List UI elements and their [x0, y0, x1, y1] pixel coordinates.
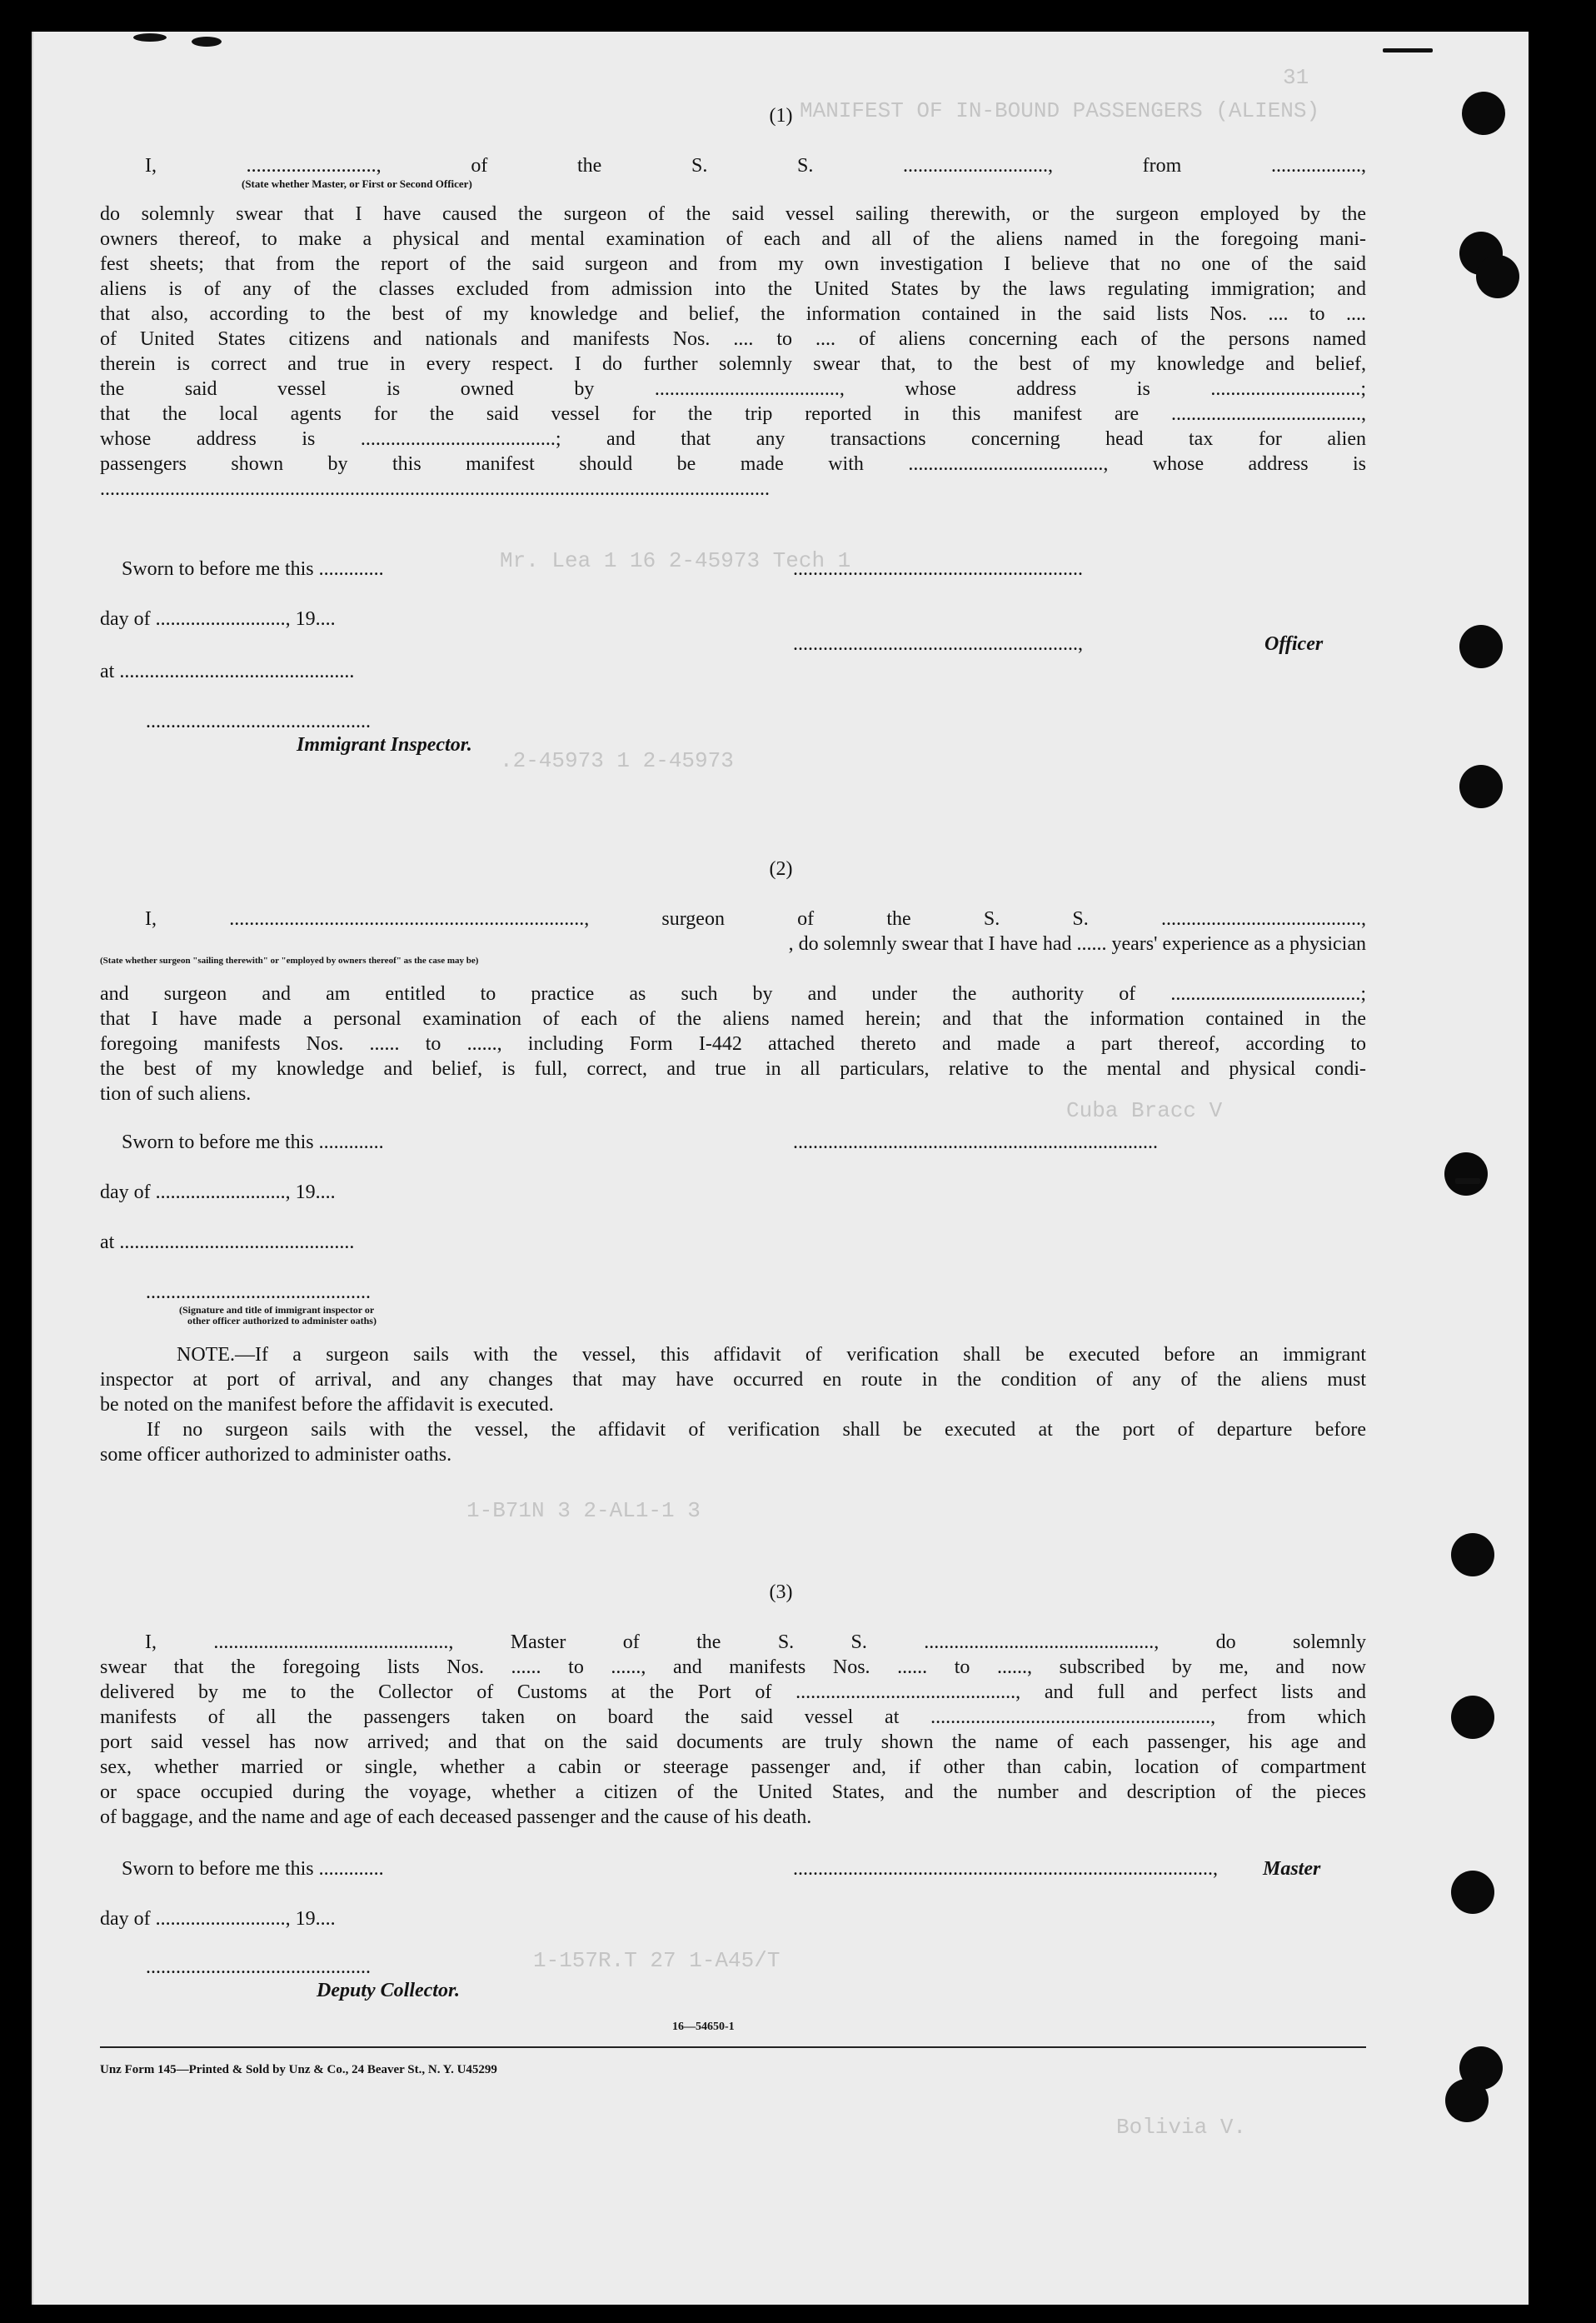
note-paragraph — [100, 1342, 1366, 1467]
paragraph-line: that I have made a personal examination of each of the aliens named herein; and that the information contained in the — [100, 1008, 1366, 1030]
inspector-dots: ............................................. — [146, 711, 371, 732]
deputy-collector-label: Deputy Collector. — [317, 1980, 460, 2001]
punch-hole — [1451, 1696, 1494, 1739]
scan-mark — [1383, 48, 1433, 52]
paragraph-line: manifests of all the passengers taken on board the said vessel at ........................................................, from which — [100, 1706, 1366, 1728]
section-2-paragraph — [100, 982, 1366, 1107]
signature-title-note — [179, 1305, 377, 1326]
paragraph-line: the said vessel is owned by ....................................., whose address is ..............................; — [100, 378, 1366, 400]
printer-line: Unz Form 145—Printed & Sold by Unz & Co., 24 Beaver St., N. Y. U45299 — [100, 2063, 497, 2076]
master-signature-dots: ...................................................................................., — [793, 1858, 1218, 1880]
paragraph-line: aliens is of any of the classes excluded from admission into the United States by the laws regulating immigration; and — [100, 278, 1366, 300]
bleed-through-text: 1-157R.T 27 1-A45/T — [533, 1948, 781, 1973]
form-number: 16—54650-1 — [672, 2021, 735, 2033]
note-line: other officer authorized to administer oaths) — [187, 1315, 377, 1326]
paragraph-line: that also, according to the best of my knowledge and belief, the information contained in the said lists Nos. .... to .... — [100, 303, 1366, 325]
paragraph-line: swear that the foregoing lists Nos. ...... to ......, and manifests Nos. ...... to ......, subscribed by me, and now — [100, 1656, 1366, 1678]
paragraph-line: ...................................................................................................................................... — [100, 478, 770, 500]
day-line: day of .........................., 19.... — [100, 608, 336, 630]
punch-hole — [1451, 1533, 1494, 1576]
bleed-through-text: Mr. Lea 1 16 2-45973 Tech 1 — [500, 548, 851, 573]
paragraph-line: the best of my knowledge and belief, is full, correct, and true in all particulars, relative to the mental and physical condi- — [100, 1058, 1366, 1080]
paragraph-line: of United States citizens and nationals and manifests Nos. .... to .... of aliens concerning each of the persons named — [100, 328, 1366, 350]
paragraph-line: and surgeon and am entitled to practice as such by and under the authority of ......................................; — [100, 983, 1366, 1005]
inspector-dots: ............................................. — [146, 1281, 371, 1303]
paragraph-line: NOTE.—If a surgeon sails with the vessel, this affidavit of verification shall be executed before an immigrant — [177, 1344, 1366, 1366]
manifest-back-page — [32, 32, 1529, 2305]
paragraph-line: owners thereof, to make a physical and mental examination of each and all of the aliens named in the foregoing mani- — [100, 228, 1366, 250]
paragraph-line: sex, whether married or single, whether a cabin or steerage passenger and, if other than cabin, location of compartment — [100, 1756, 1366, 1778]
bleed-through-text: Bolivia V. — [1116, 2115, 1247, 2140]
section-1-heading: (1) — [769, 105, 793, 127]
section-3-paragraph — [100, 1630, 1366, 1830]
paragraph-line: inspector at port of arrival, and any changes that may have occurred en route in the condition of any of the aliens must — [100, 1369, 1366, 1391]
bleed-through-text: Cuba Bracc V — [1066, 1098, 1223, 1123]
punch-hole — [1459, 765, 1503, 808]
page-number: 31 — [1283, 65, 1309, 90]
paragraph-line: fest sheets; that from the report of the said surgeon and from my own investigation I believe that no one of the said — [100, 253, 1366, 275]
section-1-paragraph — [100, 202, 1366, 502]
paragraph-line: or space occupied during the voyage, whether a citizen of the United States, and the number and description of the pieces — [100, 1781, 1366, 1803]
note-line: (Signature and title of immigrant inspector or — [179, 1304, 375, 1316]
paragraph-line: some officer authorized to administer oaths. — [100, 1444, 452, 1466]
paragraph-line: of baggage, and the name and age of each deceased passenger and the cause of his death. — [100, 1806, 812, 1828]
officer-label: Officer — [1264, 633, 1324, 655]
punch-hole — [1451, 1871, 1494, 1914]
paragraph-line: that the local agents for the said vessel for the trip reported in this manifest are ......................................, — [100, 403, 1366, 425]
signature-dots: .......................................................... — [793, 558, 1083, 580]
punch-hole — [1444, 1152, 1488, 1196]
paragraph-line: I, ..............................................., Master of the S. S. .............................................., do solemnly — [145, 1631, 1366, 1653]
bleed-through-text: 1-B71N 3 2-AL1-1 3 — [466, 1498, 701, 1523]
master-label: Master — [1263, 1858, 1321, 1880]
punch-hole — [1459, 625, 1503, 668]
collector-dots: ............................................. — [146, 1956, 371, 1978]
paragraph-line: do solemnly swear that I have caused the surgeon of the said vessel sailing therewith, or the surgeon employed by the — [100, 203, 1366, 225]
day-line: day of .........................., 19.... — [100, 1908, 336, 1930]
section-1-officer-note: (State whether Master, or First or Second Officer) — [242, 177, 472, 190]
immigrant-inspector-label: Immigrant Inspector. — [297, 734, 472, 756]
punch-hole — [1445, 2079, 1489, 2122]
bleed-through-text: MANIFEST OF IN-BOUND PASSENGERS (ALIENS) — [800, 98, 1320, 123]
paragraph-line: whose address is .......................................; and that any transactions concerning head tax for alien — [100, 428, 1366, 450]
officer-signature-dots: ........................................................., — [793, 633, 1083, 655]
paragraph-line: tion of such aliens. — [100, 1083, 252, 1105]
footer-rule — [100, 2046, 1366, 2048]
paragraph-line: If no surgeon sails with the vessel, the affidavit of verification shall be executed at the port of departure before — [147, 1419, 1366, 1441]
at-line: at ............................................... — [100, 1231, 355, 1253]
bleed-through-text: .2-45973 1 2-45973 — [500, 748, 734, 773]
section-2-opening-line: I, ......................................................................., surgeon of the S. S. ........................................, — [145, 908, 1366, 930]
sworn-line: Sworn to before me this ............. — [122, 558, 384, 580]
section-1-opening-line: I, .........................., of the S. S. ............................., from .................., — [145, 155, 1366, 177]
section-2-heading: (2) — [769, 858, 793, 880]
paragraph-line: be noted on the manifest before the affidavit is executed. — [100, 1394, 554, 1416]
sworn-line: Sworn to before me this ............. — [122, 1858, 384, 1880]
scan-mark — [192, 37, 222, 47]
paragraph-line: passengers shown by this manifest should be made with ......................................., whose address is — [100, 453, 1366, 475]
paragraph-line: foregoing manifests Nos. ...... to ......, including Form I-442 attached thereto and made a part thereof, according to — [100, 1033, 1366, 1055]
sworn-line: Sworn to before me this ............. — [122, 1132, 384, 1153]
section-3-heading: (3) — [769, 1581, 793, 1603]
paragraph-line: therein is correct and true in every respect. I do further solemnly swear that, to the best of my knowledge and belief, — [100, 353, 1366, 375]
section-2-surgeon-note: (State whether surgeon "sailing therewith" or "employed by owners thereof" as the case may be) — [100, 956, 479, 966]
at-line: at ............................................... — [100, 661, 355, 682]
section-2-experience-line: , do solemnly swear that I have had ...... years' experience as a physician — [788, 933, 1366, 955]
paragraph-line: delivered by me to the Collector of Customs at the Port of ............................................, and full and perfect lists and — [100, 1681, 1366, 1703]
signature-dots: ......................................................................... — [793, 1132, 1158, 1153]
punch-hole — [1476, 255, 1519, 298]
day-line: day of .........................., 19.... — [100, 1181, 336, 1203]
paragraph-line: port said vessel has now arrived; and that on the said documents are truly shown the name of each passenger, his age and — [100, 1731, 1366, 1753]
scan-mark — [1455, 1178, 1480, 1184]
scan-mark — [133, 33, 167, 42]
